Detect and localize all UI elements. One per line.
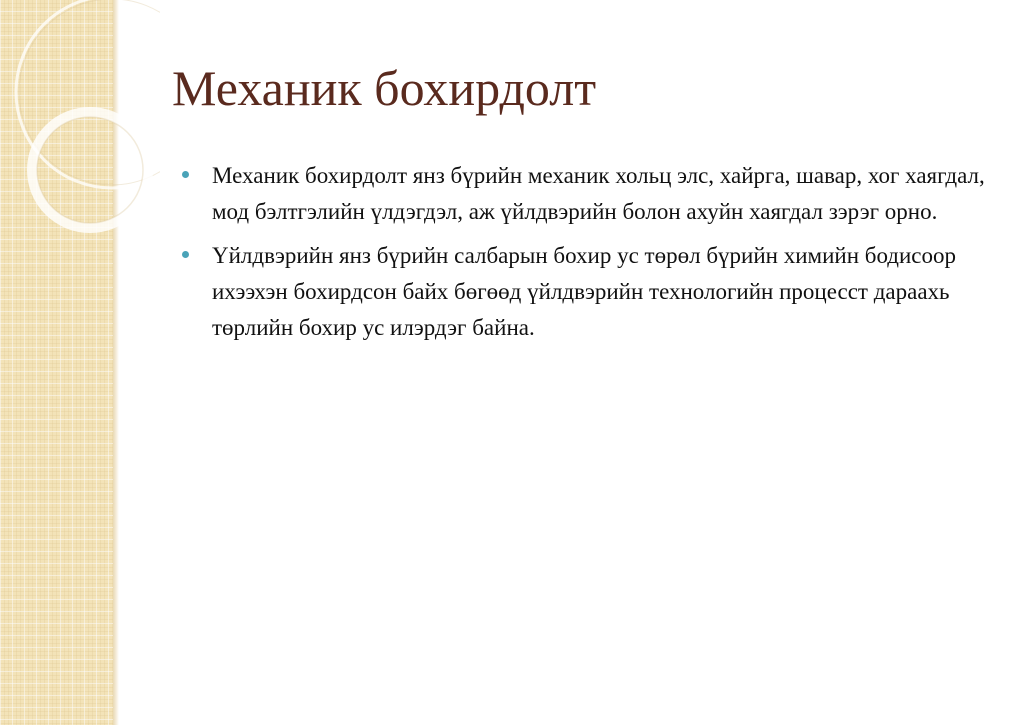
decorative-rings [0, 0, 160, 260]
bullet-list [178, 158, 988, 354]
bullet-item [178, 158, 988, 230]
decorative-ring-small-shadow [37, 117, 143, 223]
slide-title: Механик бохирдолт [172, 60, 597, 116]
decorative-ring-small [32, 112, 148, 228]
bullet-text: Үйлдвэрийн янз бүрийн салбарын бохир ус төрөл бүрийн химийн бодисоор ихээхэн бохирдсон байх бөгөөд үйлдвэрийн технологийн процесст дараахь төрлийн бохир ус илэрдэг байна. [212, 243, 957, 340]
bullet-marker-icon [182, 251, 189, 258]
bullet-item [178, 238, 988, 346]
bullet-marker-icon [182, 171, 189, 178]
bullet-text: Механик бохирдолт янз бүрийн механик хольц элс, хайрга, шавар, хог хаягдал, мод бэлтгэлийн үлдэгдэл, аж үйлдвэрийн болон ахуйн хаягдал зэрэг орно. [212, 163, 985, 224]
